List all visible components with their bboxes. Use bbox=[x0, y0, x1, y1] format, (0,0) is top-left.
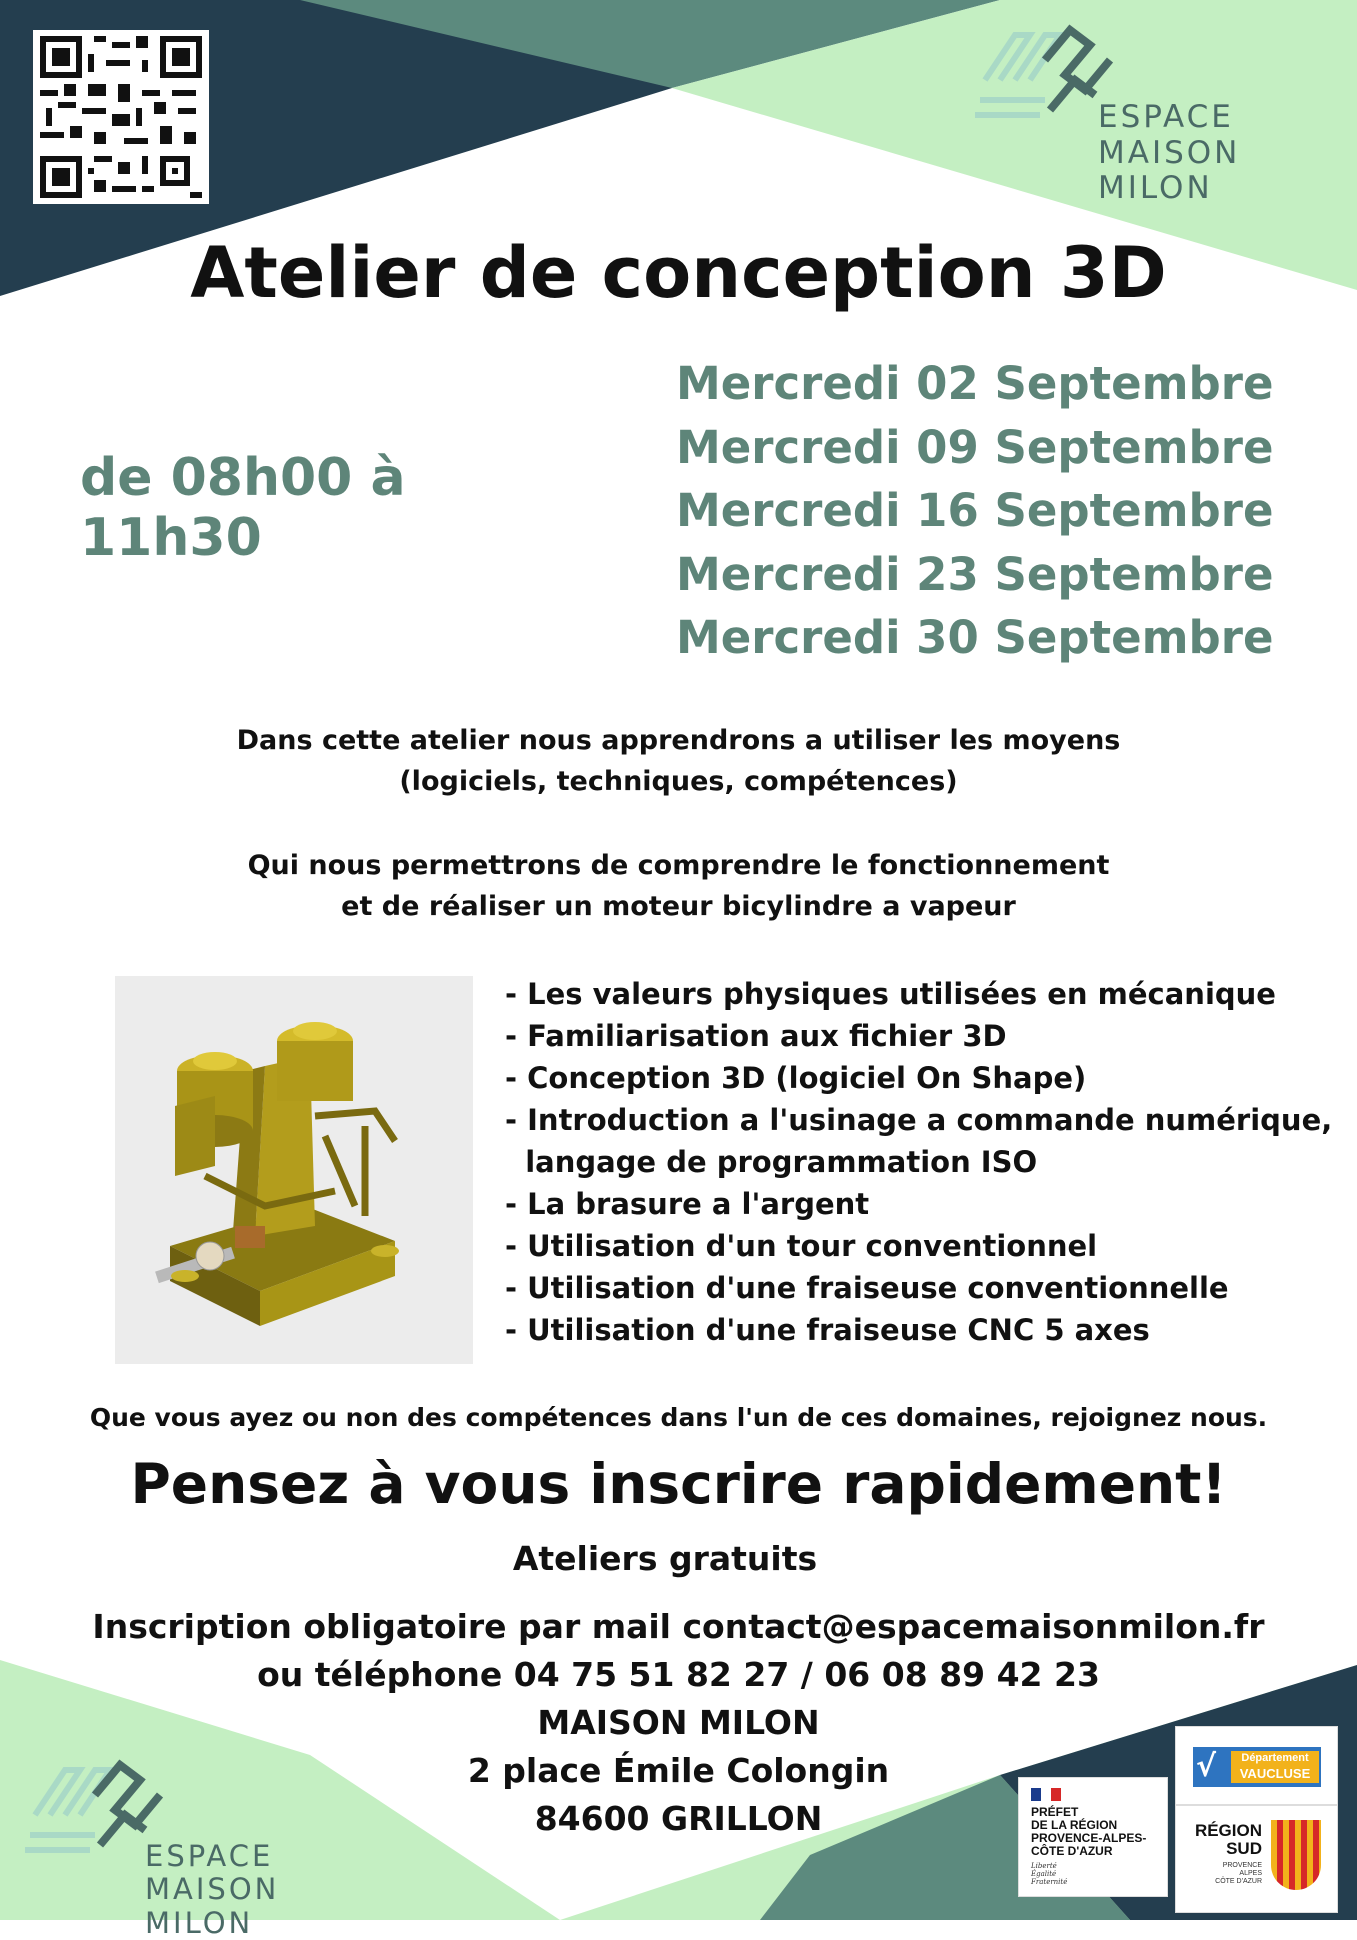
contact-email-line[interactable]: Inscription obligatoire par mail contact@espacemaisonmilon.fr bbox=[92, 1607, 1265, 1646]
date-item: Mercredi 02 Septembre bbox=[676, 357, 1274, 410]
intro-line: (logiciels, techniques, compétences) bbox=[399, 766, 958, 797]
skill-item: - Conception 3D (logiciel On Shape) bbox=[505, 1061, 1087, 1095]
venue-city: 84600 GRILLON bbox=[534, 1799, 823, 1838]
vaucluse-line: Département bbox=[1241, 1752, 1309, 1764]
skill-item: - Introduction a l'usinage a commande numérique, bbox=[505, 1103, 1333, 1137]
time-range: de 08h00 à 11h30 bbox=[80, 448, 406, 568]
page-title: Atelier de conception 3D bbox=[190, 232, 1167, 314]
brand-name-line2: MAISON MILON bbox=[1098, 134, 1241, 207]
brand-name-line2: MAISON MILON bbox=[145, 1872, 280, 1940]
vaucluse-line: VAUCLUSE bbox=[1239, 1766, 1311, 1781]
brand-name-line1: ESPACE bbox=[145, 1839, 274, 1873]
region-sub-line: PROVENCE bbox=[1222, 1862, 1262, 1869]
qr-code[interactable] bbox=[33, 30, 209, 204]
steam-engine-image bbox=[115, 976, 473, 1364]
intro-paragraph-1 bbox=[0, 720, 1357, 802]
intro-line: et de réaliser un moteur bicylindre a vapeur bbox=[341, 891, 1016, 922]
brand-name-line1: ESPACE bbox=[1098, 99, 1234, 135]
region-sud-logo bbox=[1175, 1805, 1338, 1913]
date-item: Mercredi 23 Septembre bbox=[676, 547, 1274, 601]
brand-mark-icon bbox=[975, 20, 1115, 130]
region-coat-of-arms-icon bbox=[1271, 1820, 1321, 1890]
date-list bbox=[676, 352, 1316, 670]
intro-line: Qui nous permettrons de comprendre le fonctionnement bbox=[247, 850, 1110, 881]
date-item: Mercredi 30 Septembre bbox=[676, 611, 1274, 664]
date-item: Mercredi 16 Septembre bbox=[676, 484, 1274, 537]
motto-line: Fraternité bbox=[1031, 1878, 1068, 1886]
contact-phone-line[interactable]: ou téléphone 04 75 51 82 27 / 06 08 89 42 23 bbox=[257, 1655, 1100, 1694]
brand-logo-bottom bbox=[25, 1755, 385, 1940]
brand-logo-top bbox=[975, 20, 1345, 207]
vaucluse-mark-icon: √ bbox=[1196, 1749, 1217, 1784]
skill-item: - Utilisation d'une fraiseuse conventionnelle bbox=[505, 1271, 1229, 1305]
skill-item: - Familiarisation aux fichier 3D bbox=[505, 1019, 1007, 1053]
qr-code-icon bbox=[33, 30, 209, 204]
join-text: Que vous ayez ou non des compétences dans l'un de ces domaines, rejoignez nous. bbox=[89, 1403, 1268, 1432]
skill-item: - Utilisation d'un tour conventionnel bbox=[505, 1229, 1098, 1263]
vaucluse-logo bbox=[1175, 1726, 1338, 1805]
intro-line: Dans cette atelier nous apprendrons a utiliser les moyens bbox=[236, 725, 1121, 756]
brand-mark-icon bbox=[25, 1755, 165, 1865]
motto-line: Liberté bbox=[1031, 1862, 1057, 1870]
skill-item: - La brasure a l'argent bbox=[505, 1187, 870, 1221]
prefet-line: PROVENCE-ALPES- bbox=[1031, 1831, 1147, 1845]
motto-line: Égalité bbox=[1031, 1870, 1057, 1878]
skill-item: langage de programmation ISO bbox=[505, 1145, 1038, 1179]
venue-street: 2 place Émile Colongin bbox=[467, 1751, 890, 1790]
skill-item: - Les valeurs physiques utilisées en mécanique bbox=[505, 977, 1276, 1011]
french-flag-icon bbox=[1031, 1788, 1061, 1801]
skills-list bbox=[505, 973, 1335, 1351]
prefet-line: PRÉFET bbox=[1031, 1805, 1079, 1819]
call-to-action: Pensez à vous inscrire rapidement! bbox=[130, 1452, 1227, 1516]
region-line: SUD bbox=[1226, 1839, 1262, 1858]
skill-item: - Utilisation d'une fraiseuse CNC 5 axes bbox=[505, 1313, 1150, 1347]
date-item: Mercredi 09 Septembre bbox=[676, 420, 1274, 474]
steam-engine-icon bbox=[115, 976, 473, 1364]
region-sub-line: ALPES bbox=[1239, 1870, 1262, 1877]
prefet-line: DE LA RÉGION bbox=[1031, 1818, 1118, 1832]
venue-name: MAISON MILON bbox=[537, 1703, 820, 1742]
free-notice: Ateliers gratuits bbox=[512, 1539, 818, 1578]
intro-paragraph-2 bbox=[0, 845, 1357, 927]
region-line: RÉGION bbox=[1194, 1821, 1262, 1840]
prefet-line: CÔTE D'AZUR bbox=[1031, 1844, 1113, 1858]
region-sub-line: CÔTE D'AZUR bbox=[1215, 1878, 1262, 1885]
prefet-logo bbox=[1018, 1777, 1168, 1897]
